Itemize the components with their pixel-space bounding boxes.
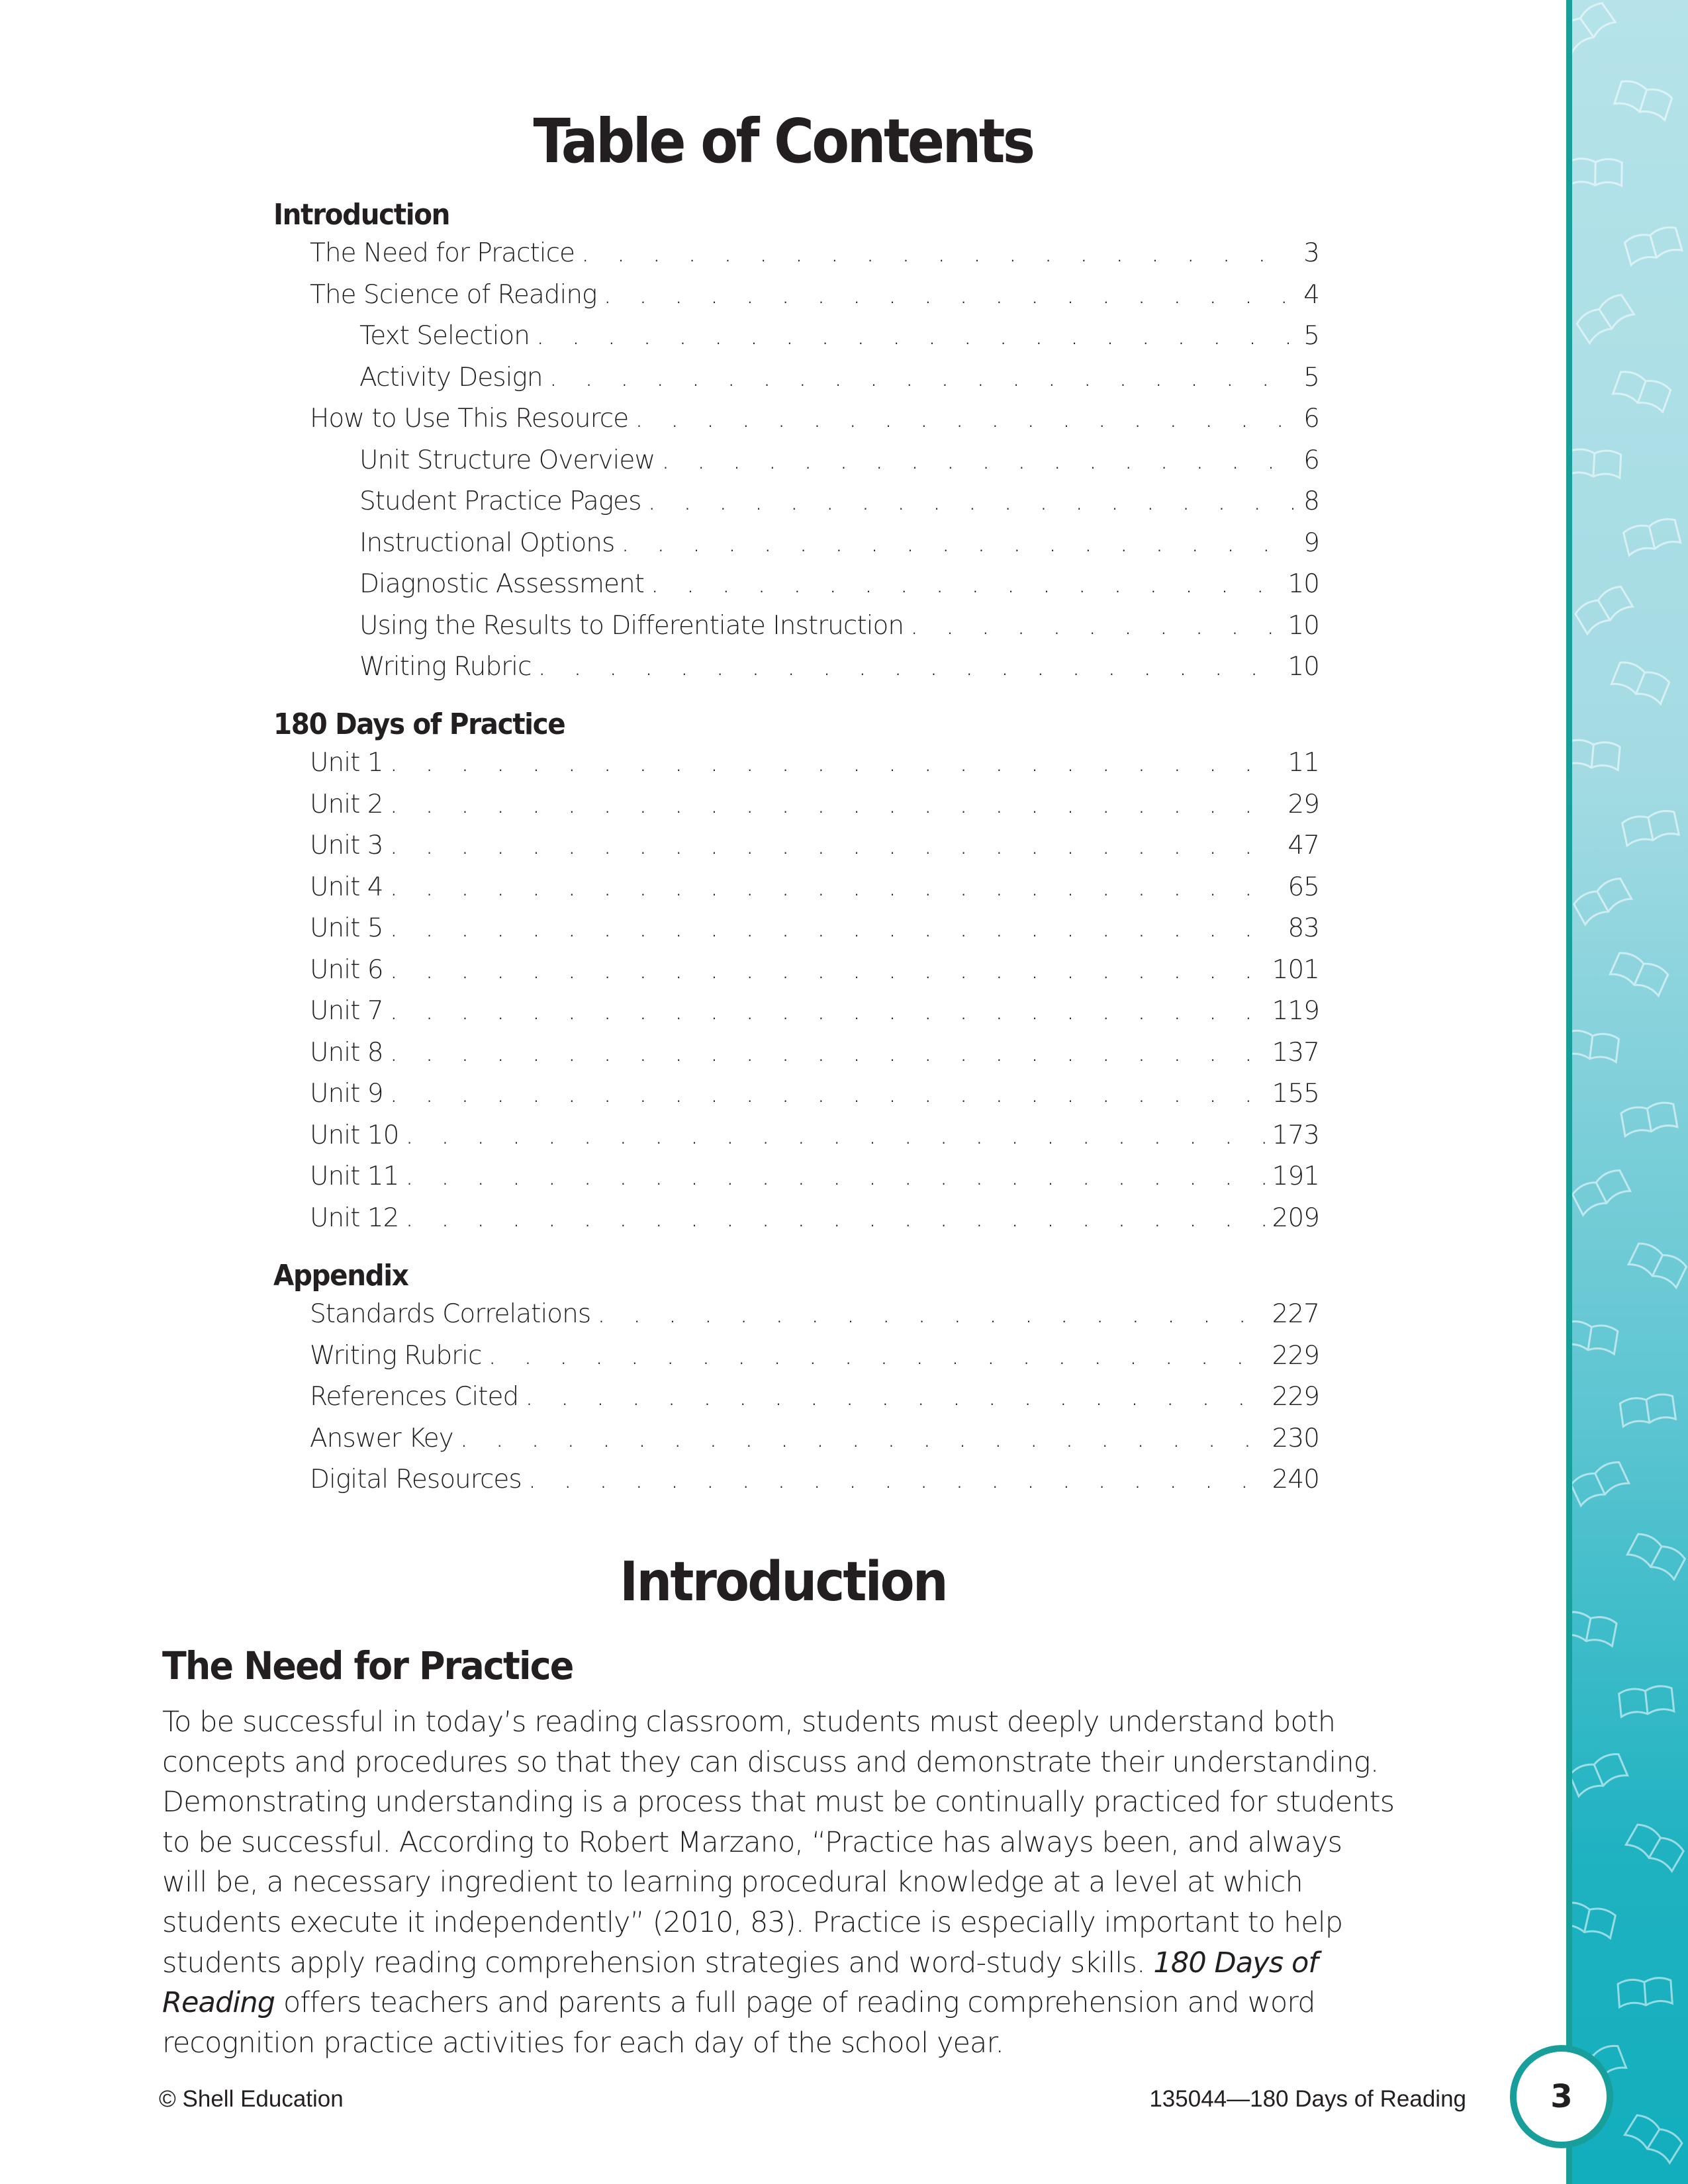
toc-entry-label: Unit 6 <box>310 954 383 985</box>
toc-entry-label: Student Practice Pages <box>359 486 641 516</box>
open-book-icon <box>1627 1531 1686 1580</box>
toc-entry-label: Diagnostic Assessment <box>359 569 644 599</box>
dot-leader <box>390 792 1282 817</box>
toc-entry-page: 6 <box>1303 404 1319 433</box>
toc-entry[interactable] <box>310 833 1319 858</box>
toc-entry[interactable] <box>310 1122 1319 1148</box>
dot-leader <box>581 240 1297 266</box>
toc-entry[interactable] <box>310 1205 1319 1231</box>
toc-entry-label: Standards Correlations <box>310 1299 591 1329</box>
toc-entry-label: Unit 2 <box>310 789 383 819</box>
dot-leader <box>647 488 1297 514</box>
dot-leader <box>621 530 1297 556</box>
dot-leader <box>390 915 1282 941</box>
dot-leader <box>635 406 1297 432</box>
toc-entry-page: 119 <box>1272 996 1319 1026</box>
toc-entry[interactable] <box>359 447 1319 473</box>
toc-entry-label: Unit 12 <box>310 1203 399 1233</box>
toc-entry-page: 191 <box>1272 1161 1319 1191</box>
open-book-icon <box>1569 158 1622 185</box>
dot-leader <box>597 1301 1265 1327</box>
toc-entry-label: Unit 3 <box>310 831 383 860</box>
dot-leader <box>390 750 1282 776</box>
side-band-stripe <box>1566 0 1572 2184</box>
introduction-heading: Introduction <box>620 1551 947 1614</box>
open-book-icon <box>1571 1167 1630 1215</box>
open-book-icon <box>1618 1685 1674 1717</box>
toc-entry[interactable] <box>359 654 1319 680</box>
paragraph-line: students execute it independently” (2010, 83). Practice is especially important to help <box>162 1905 1343 1939</box>
toc-entry-label: Unit 10 <box>310 1120 399 1150</box>
toc-entry-label: The Need for Practice <box>310 238 575 268</box>
toc-entry-label: Unit 1 <box>310 748 383 778</box>
paragraph-line: concepts and procedures so that they can discuss and demonstrate their understanding. <box>162 1745 1379 1779</box>
dot-leader <box>528 1467 1266 1492</box>
toc-entry[interactable] <box>359 488 1319 514</box>
dot-leader <box>549 365 1297 390</box>
toc-entry[interactable] <box>310 240 1319 266</box>
toc-entry-label: Activity Design <box>359 362 543 392</box>
book-title-italic: 180 Days of <box>1153 1946 1318 1979</box>
paragraph-line: to be successful. According to Robert Marzano, “Practice has always been, and always <box>162 1825 1342 1859</box>
dot-leader <box>390 957 1266 983</box>
toc-entry[interactable] <box>359 571 1319 597</box>
toc-entry[interactable] <box>310 279 1319 310</box>
toc-entry[interactable] <box>310 750 1319 776</box>
toc-entry[interactable] <box>310 954 1319 985</box>
toc-section-heading: Appendix <box>273 1259 408 1293</box>
toc-entry-label: Digital Resources <box>310 1465 522 1494</box>
toc-entry[interactable] <box>310 406 1319 432</box>
open-book-icon <box>1575 292 1634 343</box>
toc-entry-page: 230 <box>1272 1423 1319 1453</box>
paragraph-text: students apply reading comprehension strategies and word-study skills. <box>162 1946 1154 1979</box>
toc-entry-page: 11 <box>1288 748 1319 778</box>
dot-leader <box>651 571 1281 597</box>
dot-leader <box>661 447 1297 473</box>
toc-entry[interactable] <box>310 1163 1319 1189</box>
page-number-badge <box>1510 2045 1613 2148</box>
open-book-icon <box>1618 1977 1673 2007</box>
dot-leader <box>603 282 1297 308</box>
toc-entry-label: Using the Results to Differentiate Instruction <box>359 610 904 641</box>
need-for-practice-heading: The Need for Practice <box>162 1643 573 1688</box>
paragraph-line <box>162 1943 1539 1983</box>
toc-entry-page: 29 <box>1288 789 1319 819</box>
toc-entry[interactable] <box>359 323 1319 349</box>
dot-leader <box>390 998 1266 1024</box>
open-book-icon <box>1567 449 1621 478</box>
open-book-icon <box>1573 584 1632 633</box>
dot-leader <box>910 613 1281 639</box>
toc-entry[interactable] <box>310 1340 1319 1371</box>
open-book-icon <box>1624 2113 1683 2163</box>
paragraph-text: offers teachers and parents a full page of reading comprehension and word <box>275 1986 1315 2020</box>
decorative-side-band <box>1566 0 1688 2184</box>
dot-leader <box>390 1040 1266 1066</box>
toc-entry-label: Writing Rubric <box>359 652 532 682</box>
open-book-icon <box>1611 659 1670 704</box>
toc-entry-label: Unit 9 <box>310 1079 383 1109</box>
open-book-icon <box>1620 1393 1676 1427</box>
toc-entry[interactable] <box>359 610 1319 641</box>
toc-entry-label: Answer Key <box>310 1423 453 1453</box>
paragraph-line <box>162 1983 1539 2023</box>
open-book-icon <box>1572 876 1631 925</box>
toc-entry-page: 5 <box>1303 362 1319 392</box>
toc-entry-label: The Science of Reading <box>310 279 597 310</box>
toc-entry-page: 4 <box>1303 279 1319 310</box>
toc-entry-page: 229 <box>1272 1382 1319 1412</box>
toc-entry-label: References Cited <box>310 1382 519 1412</box>
toc-entry-page: 10 <box>1288 652 1319 682</box>
footer-product: 135044—180 Days of Reading <box>1149 2086 1466 2112</box>
toc-entry-page: 209 <box>1272 1203 1319 1233</box>
toc-entry[interactable] <box>310 1423 1319 1453</box>
dot-leader <box>390 833 1282 858</box>
toc-entry-page: 240 <box>1272 1465 1319 1494</box>
open-book-icon <box>1620 1101 1677 1136</box>
dot-leader <box>538 654 1281 680</box>
open-book-icon <box>1615 79 1673 120</box>
toc-entry-label: Unit Structure Overview <box>359 445 655 475</box>
open-book-icon <box>1566 1610 1617 1647</box>
toc-entry-page: 137 <box>1272 1037 1319 1068</box>
open-book-icon <box>1628 1240 1687 1287</box>
toc-entry[interactable] <box>310 915 1319 941</box>
toc-entry[interactable] <box>359 527 1319 558</box>
toc-entry-label: Text Selection <box>359 321 530 351</box>
dot-leader <box>460 1426 1266 1451</box>
toc-entry[interactable] <box>310 1037 1319 1068</box>
toc-entry-page: 8 <box>1303 486 1319 516</box>
book-pattern-icon <box>1566 0 1688 2184</box>
dot-leader <box>488 1343 1265 1369</box>
toc-entry[interactable] <box>359 362 1319 392</box>
footer-copyright: © Shell Education <box>159 2086 344 2112</box>
toc-entry-page: 229 <box>1272 1340 1319 1371</box>
open-book-icon <box>1613 369 1672 412</box>
toc-entry-page: 6 <box>1303 445 1319 475</box>
toc-title: Table of Contents <box>533 106 1033 177</box>
toc-entry[interactable] <box>310 1301 1319 1327</box>
toc-entry-page: 9 <box>1303 527 1319 558</box>
dot-leader <box>536 323 1297 349</box>
toc-entry-label: Unit 7 <box>310 996 383 1026</box>
toc-entry[interactable] <box>310 1384 1319 1410</box>
toc-entry-label: Unit 4 <box>310 872 383 902</box>
open-book-icon <box>1566 1 1615 53</box>
open-book-icon <box>1626 1822 1685 1872</box>
dot-leader <box>525 1384 1265 1410</box>
toc-entry[interactable] <box>310 998 1319 1024</box>
open-book-icon <box>1566 1901 1616 1938</box>
open-book-icon <box>1570 1459 1628 1506</box>
intro-paragraph <box>162 1702 1539 2063</box>
toc-entry-page: 83 <box>1288 913 1319 943</box>
toc-entry[interactable] <box>310 874 1319 900</box>
toc-entry-label: Writing Rubric <box>310 1340 482 1371</box>
page-number: 3 <box>1550 2078 1573 2115</box>
toc-entry-label: Unit 8 <box>310 1037 383 1068</box>
dot-leader <box>405 1163 1265 1189</box>
open-book-icon <box>1622 809 1679 846</box>
open-book-icon <box>1566 1029 1619 1062</box>
dot-leader <box>390 1081 1266 1107</box>
open-book-icon <box>1566 1320 1618 1354</box>
toc-entry-label: Unit 11 <box>310 1161 399 1191</box>
open-book-icon <box>1610 950 1669 995</box>
toc-entry-page: 3 <box>1303 238 1319 268</box>
open-book-icon <box>1624 225 1682 265</box>
toc-entry-page: 47 <box>1288 831 1319 860</box>
open-book-icon <box>1566 739 1620 770</box>
toc-entry-label: Instructional Options <box>359 527 615 558</box>
book-title-italic: Reading <box>162 1986 275 2020</box>
paragraph-line: To be successful in today’s reading classroom, students must deeply understand both <box>162 1706 1336 1739</box>
paragraph-line: recognition practice activities for each day of the school year. <box>162 2026 1004 2060</box>
toc-entry-page: 10 <box>1288 569 1319 599</box>
toc-entry-page: 173 <box>1272 1120 1319 1150</box>
toc-entry-page: 155 <box>1272 1079 1319 1109</box>
toc-entry[interactable] <box>310 1467 1319 1492</box>
dot-leader <box>405 1122 1265 1148</box>
toc-entry-page: 227 <box>1272 1299 1319 1329</box>
paragraph-line: will be, a necessary ingredient to learning procedural knowledge at a level at which <box>162 1866 1303 1899</box>
toc-entry-page: 101 <box>1272 954 1319 985</box>
toc-entry-page: 10 <box>1288 610 1319 641</box>
toc-entry[interactable] <box>310 789 1319 819</box>
toc-entry-label: Unit 5 <box>310 913 383 943</box>
toc-entry-page: 65 <box>1288 872 1319 902</box>
toc-entry-label: How to Use This Resource <box>310 404 629 433</box>
open-book-icon <box>1622 517 1680 555</box>
toc-entry[interactable] <box>310 1081 1319 1107</box>
paragraph-line: Demonstrating understanding is a process that must be continually practiced for students <box>162 1786 1395 1819</box>
toc-section-heading: 180 Days of Practice <box>273 707 565 741</box>
toc-section-heading: Introduction <box>273 198 450 232</box>
dot-leader <box>390 874 1282 900</box>
toc-entry-page: 5 <box>1303 321 1319 351</box>
dot-leader <box>405 1205 1265 1231</box>
open-book-icon <box>1568 1751 1627 1796</box>
